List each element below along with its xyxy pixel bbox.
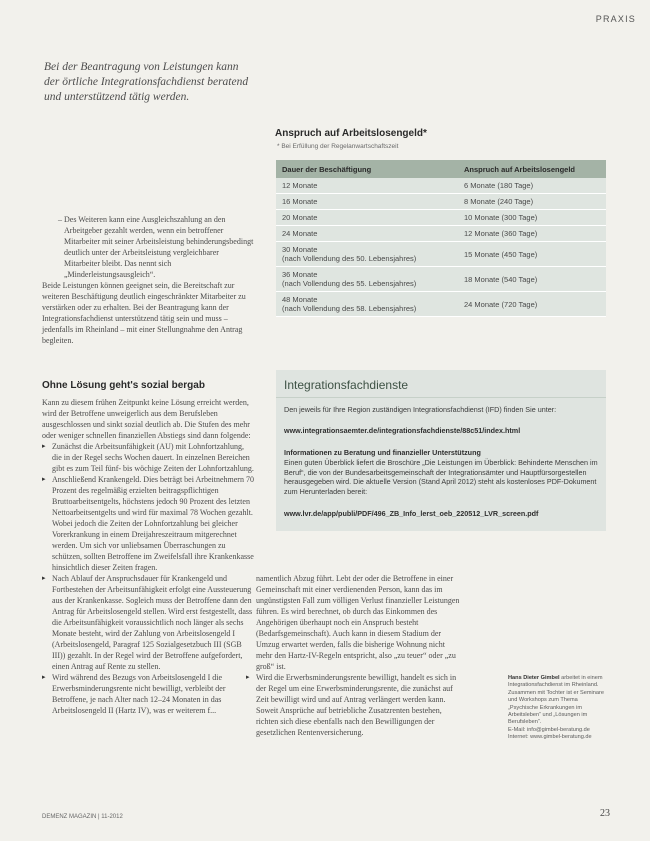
table-cell: 10 Monate (300 Tage) <box>458 210 606 226</box>
table-cell: 48 Monate (nach Vollendung des 58. Lebensjahres) <box>276 292 458 317</box>
table-cell: 18 Monate (540 Tage) <box>458 267 606 292</box>
info-box <box>276 370 606 531</box>
list-item: ▸ Nach Ablauf der Anspruchsdauer für Krankengeld und Fortbestehen der Arbeitsunfähigkeit erfolgt eine Aussteuerung aus der Krankenkasse. Sogleich muss der Betroffene dann den Antrag für Arbeitslosengeld stellen. Wird erst festgestellt, dass die Arbeitsunfähigkeit voraussichtlich noch länger als sechs Monate besteht, wird der Zahlung von Arbeitslosengeld I (Arbeitslosengeld, Paragraf 125 Sozialgesetzbuch III (SGB III)) gezahlt. In der Regel wird der Betroffene aufgefordert, einen Antrag auf Rente zu stellen. <box>42 573 255 672</box>
author-email[interactable]: E-Mail: info@gimbel-beratung.de <box>508 726 590 733</box>
paragraph: Beide Leistungen können geeignet sein, die Bereitschaft zur weiteren Beschäftigung deutlich eingeschränkter Mitarbeiter zu verstärken oder zu erhalten. Bei der Beantragung kann der Integrationsfachdienst unterstützend tätig sein und muss – jedenfalls im Rheinland – mit einer Stellungnahme den Antrag begleiten. <box>42 281 246 345</box>
table-cell: 20 Monate <box>276 210 458 226</box>
table-note: * Bei Erfüllung der Regelanwartschaftszeit <box>277 143 399 150</box>
info-link[interactable]: www.lvr.de/app/publi/PDF/496_ZB_Info_lerst_oeb_220512_LVR_screen.pdf <box>284 509 539 518</box>
author-name: Hans Dieter Gimbel <box>508 675 560 681</box>
table-row <box>276 292 606 317</box>
table-cell: 6 Monate (180 Tage) <box>458 178 606 194</box>
column-left-top <box>42 214 255 346</box>
table-header: Anspruch auf Arbeitslosengeld <box>458 160 606 178</box>
table-cell: 30 Monate (nach Vollendung des 50. Lebensjahres) <box>276 242 458 267</box>
section-heading: Ohne Lösung geht's sozial bergab <box>42 380 205 391</box>
table-cell: 24 Monate (720 Tage) <box>458 292 606 317</box>
table-cell: 15 Monate (450 Tage) <box>458 242 606 267</box>
table-row <box>276 178 606 194</box>
list-item: ▸ Zunächst die Arbeitsunfähigkeit (AU) mit Lohnfortzahlung, die in der Regel sechs Wochen dauert. In einzelnen Bereichen gibt es zum Teil fünf- bis wöchige Zeiten der Lohnfortzahlung. <box>42 441 255 474</box>
table-cell: 12 Monate <box>276 178 458 194</box>
list-item: ▸ Wird die Erwerbsminderungsrente bewilligt, handelt es sich in der Regel um eine Erwerbsminderungsrente, die zunächst auf Zeit bewilligt wird und auf Antrag verlängert werden kann. Soweit Ansprüche auf betriebliche Zusatzrenten bestehen, richten sich diese ebenfalls nach den Bewilligungen der gesetzlichen Rentenversicherung. <box>256 672 461 738</box>
author-caption <box>508 675 606 742</box>
table-cell: 8 Monate (240 Tage) <box>458 194 606 210</box>
info-link[interactable]: www.integrationsaemter.de/integrationsfachdienste/88c51/index.html <box>284 426 521 435</box>
table-header-row <box>276 160 606 178</box>
pull-quote: Bei der Beantragung von Leistungen kann der örtliche Integrationsfachdienst beratend und unterstützend tätig werden. <box>44 61 249 103</box>
table-title: Anspruch auf Arbeitslosengeld* <box>275 128 427 139</box>
column-middle <box>256 573 461 738</box>
author-web[interactable]: Internet: www.gimbel-beratung.de <box>508 734 592 741</box>
table-row <box>276 242 606 267</box>
column-left-bottom <box>42 380 255 716</box>
intro-paragraph: Kann zu diesem frühen Zeitpunkt keine Lösung erreicht werden, wird der Betroffene unweigerlich aus dem Berufsleben ausgeschlossen und sinkt sozial deutlich ab. Die Stufen des mehr oder weniger schnellen finanziellen Abstiegs sind dann folgende: <box>42 398 251 440</box>
divider <box>276 397 606 398</box>
list-item: ▸ Wird während des Bezugs von Arbeitslosengeld I die Erwerbsminderungsrente nicht bewilligt, verbleibt der Betroffene, je nach Alter nach 12–24 Monaten in das Arbeitslosengeld II (Hartz IV), was er weiterem f... <box>42 672 255 716</box>
footer-publication: DEMENZ MAGAZIN | 11-2012 <box>42 814 123 820</box>
bullet-list <box>42 441 255 716</box>
table-cell: 24 Monate <box>276 226 458 242</box>
info-text: Den jeweils für Ihre Region zuständigen Integrationsfachdienst (IFD) finden Sie unter: <box>284 405 557 414</box>
info-text: Einen guten Überblick liefert die Broschüre „Die Leistungen im Überblick: Behinderte Menschen im Beruf“, die von der Bundesarbeitsgemeinschaft der Integrationsämter und Hauptfürsorgestellen herausgegeben wird. Die aktuelle Version (Stand April 2012) steht als kostenloses PDF-Dokument zum Herunterladen bereit: <box>284 458 598 496</box>
paragraph: namentlich Abzug führt. Lebt der oder die Betroffene in einer Gemeinschaft mit einer verdienenden Person, kann das im ungünstigsten Fall zum völligen Verlust finanzieller Leistungen führen. Es wird berechnet, ob durch das Einkommen des Angehörigen überhaupt noch ein Anspruch besteht (Bedarfsgemeinschaft). Auch kann in diesem Stadium der Umzug erwartet werden, falls die bisherige Wohnung nicht mehr den Hartz-IV-Regeln entspricht, also „zu teuer“ oder „zu groß“ ist. <box>256 574 460 671</box>
table-cell: 12 Monate (360 Tage) <box>458 226 606 242</box>
table-row <box>276 267 606 292</box>
section-label: PRAXIS <box>595 14 636 24</box>
bullet-list <box>256 672 461 738</box>
table-row <box>276 210 606 226</box>
table-cell: 36 Monate (nach Vollendung des 55. Lebensjahres) <box>276 267 458 292</box>
table-row <box>276 226 606 242</box>
table-row <box>276 194 606 210</box>
benefit-table <box>276 160 606 317</box>
dash-item: – Des Weiteren kann eine Ausgleichszahlung an den Arbeitgeber gezahlt werden, wenn ein betroffener Mitarbeiter mit seiner Arbeitsleistung behinderungsbedingt deutlich unter der Arbeitsleistung vergleichbarer Mitarbeiter bleibt. Das nennt sich „Minderleistungsausgleich“. <box>58 215 254 279</box>
info-subheading: Informationen zu Beratung und finanzieller Unterstützung <box>284 448 481 457</box>
list-item: ▸ Anschließend Krankengeld. Dies beträgt bei Arbeitnehmern 70 Prozent des regelmäßig erzielten beitragspflichtigen Bruttoarbeitsentgelts, höchstens jedoch 90 Prozent des letzten Nettoarbeitsentgelts und wird für maximal 78 Wochen gezahlt. Wobei jedoch die Zeiten der Lohnfortzahlung bei gleicher Vorerkrankung in einem Dreijahreszeitraum mitgerechnet werden. Um sich vor unliebsamen Überraschungen zu schützen, sollten Betroffene im Zweifelsfall ihre Krankenkasse hinsichtlich dieser Zeiten fragen. <box>42 474 255 573</box>
table-header: Dauer der Beschäftigung <box>276 160 458 178</box>
table-cell: 16 Monate <box>276 194 458 210</box>
info-box-title: Integrationsfachdienste <box>284 378 409 392</box>
page-number: 23 <box>600 808 610 819</box>
author-bio: arbeitet in einem Integrationsfachdienst im Rheinland. Zusammen mit Tochter ist er Seminare und Workshops zum Thema „Psychische Erkrankungen im Arbeitsleben“ und „Lösungen im Berufsleben“. <box>508 675 604 726</box>
